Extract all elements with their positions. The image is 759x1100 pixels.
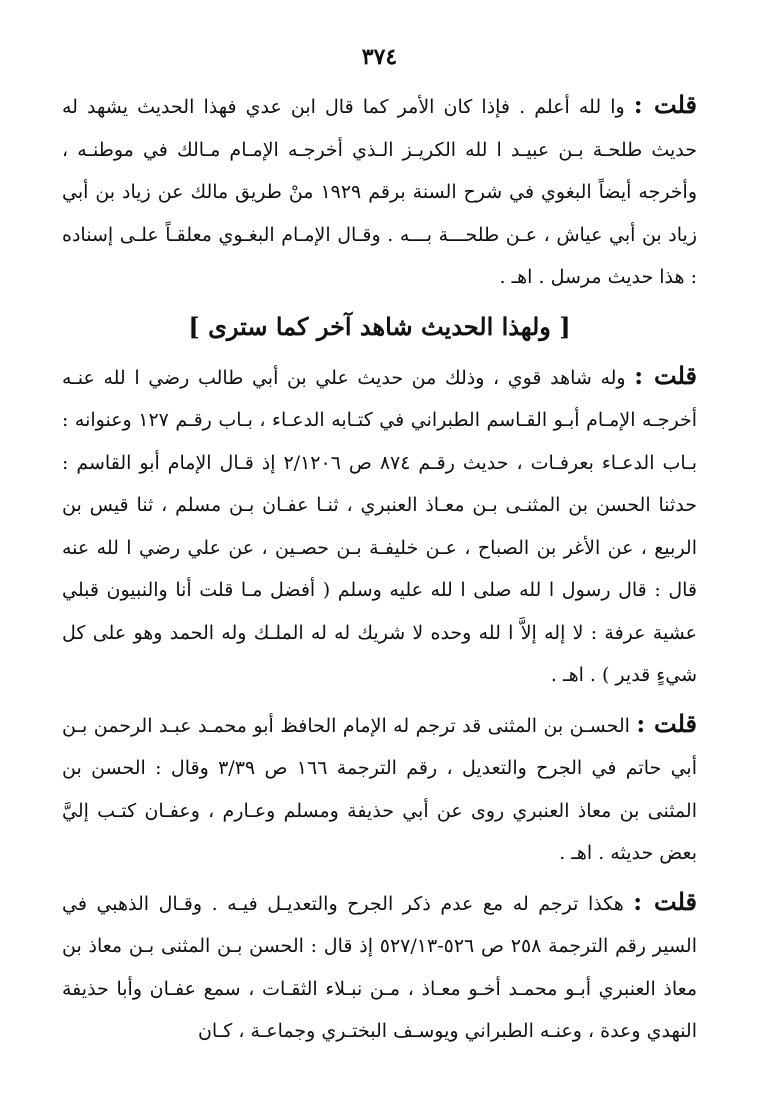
paragraph-label: قلت : — [634, 360, 697, 390]
paragraph-text: هكذا ترجم له مع عدم ذكر الجرح والتعديـل فيـه . وقـال الذهبي في السير رقم الترجمة ٢٥٨ ص ٥٢٦-٥٢٧/١٣ إذ قال : الحسن بـن المثنى بـن معاذ بن معاذ العنبري أبـو محمـد أخـو معـاذ ، مـن نبـلاء الثقـات ، سمع عفـان وأبا حذيفة النهدي وعدة ، وعنـه الطبراني ويوسـف البختـري وجماعـة ، كـان — [62, 892, 697, 1042]
paragraph-text: وا لله أعلم . فإذا كان الأمر كما قال ابن عدي فهذا الحديث يشهد له حديث طلحـة بـن عبيـد ا لله الكريـز الـذي أخرجـه الإمـام مـالك في موطنـه ، وأخرجه أيضاً البغوي في شرح السنة برقم ١٩٢٩ منْ طريق مالك عن زياد بن أبي زياد بن أبي عياش ، عـن طلحـــة بـــه . وقـال الإمـام البغـوي معلقـاً علـى إسناده : هذا حديث مرسل . اهـ . — [62, 96, 698, 288]
section-heading: [ ولهذا الحديث شاهد آخر كما سترى ] — [188, 311, 571, 341]
paragraph-label: قلت : — [636, 708, 697, 738]
paragraph-text: الحسـن بن المثنى قد ترجم له الإمام الحافظ أبو محمـد عبـد الرحمن بـن أبي حاتم في الجرح والتعديل ، رقم الترجمة ١٦٦ ص ٣/٣٩ وقال : الحسن بن المثنى بن معاذ العنبري روى عن أبي حذيفة ومسلم وعـارم ، وعفـان كتـب إليَّ بعض حديثه . اهـ . — [62, 714, 697, 864]
page-number: ٣٧٤ — [361, 44, 398, 70]
paragraph-label: قلت : — [633, 90, 697, 119]
paragraph-label: قلت : — [633, 886, 697, 916]
paragraph-4 — [62, 881, 697, 1053]
paragraph-text: وله شاهد قوي ، وذلك من حديث علي بن أبي طالب رضي ا لله عنـه أخرجـه الإمـام أبـو القـاسم الطبراني في كتـابه الدعـاء ، بـاب رقـم ١٢٧ وعنوانه : بـاب الدعـاء بعرفـات ، حديث رقـم ٨٧٤ ص ٢/١٢٠٦ إذ قـال الإمام أبو القاسم : حدثنا الحسن بن المثنـى بـن معـاذ العنبري ، ثنـا عفـان بـن مسلم ، ثنا قيس بن الربيع ، عن الأغر بن الصباح ، عـن خليفـة بـن حصـين ، عن علي رضي ا لله عنه قال : قال رسول ا لله صلى ا لله عليه وسلم ( أفضل مـا قلت أنا والنبيون قبلي عشية عرفة : لا إله إلاَّ ا لله وحده لا شريك له له الملـك وله الحمد وهو على كل شيءٍ قدير ) . اهـ . — [62, 366, 697, 686]
paragraph-3 — [62, 703, 697, 875]
paragraph-2 — [62, 355, 697, 697]
paragraph-1 — [62, 84, 697, 299]
